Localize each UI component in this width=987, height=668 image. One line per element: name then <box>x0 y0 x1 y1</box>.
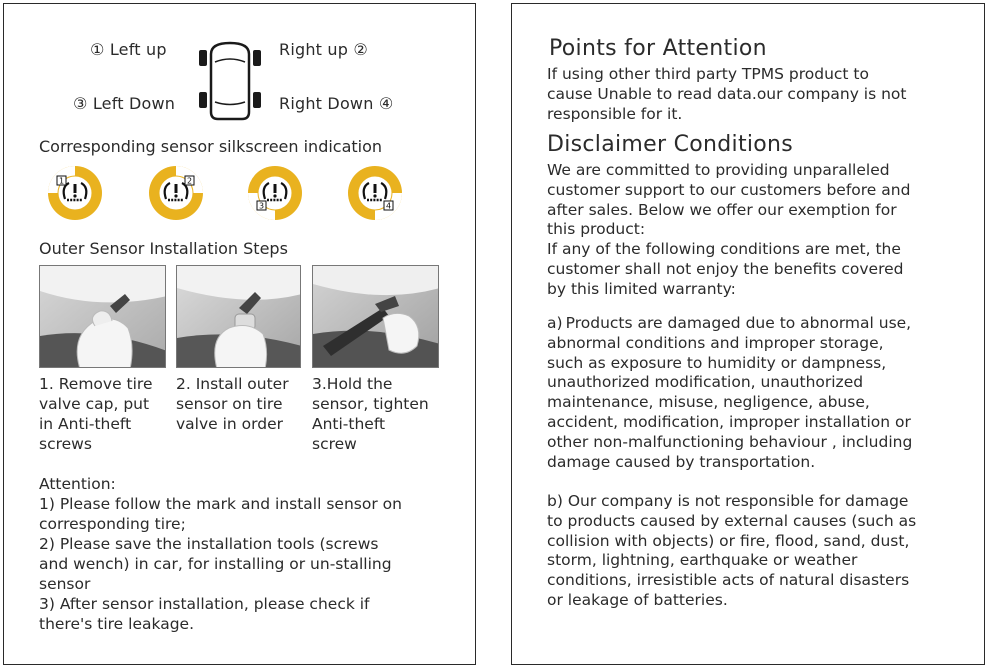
step-caption-line: valve cap, put <box>39 395 150 413</box>
step-caption-line: 2. Install outer <box>176 375 289 393</box>
clause-a-line: accident, modification, improper installation or <box>547 412 911 431</box>
disclaimer-clause-a <box>547 314 977 472</box>
clause-a-line: maintenance, misuse, negligence, abuse, <box>547 393 870 412</box>
points-line: responsible for it. <box>547 104 683 123</box>
attention-line: 2) Please save the installation tools (screws <box>39 535 379 553</box>
disclaimer-line: We are committed to providing unparalleled <box>547 161 890 179</box>
car-top-view-icon <box>197 40 263 122</box>
step-3-caption <box>312 374 442 454</box>
disclaimer-line: by this limited warranty: <box>547 279 736 298</box>
step-caption-line: 1. Remove tire <box>39 375 153 393</box>
clause-b-line: storm, lightning, earthquake or weather <box>547 551 858 570</box>
attention-block <box>39 474 469 634</box>
clause-b-line: collision with objects) or fire, flood, sand, dust, <box>547 531 910 550</box>
step-caption-line: 3.Hold the <box>312 375 393 393</box>
disclaimer-line: this product: <box>547 220 646 239</box>
attention-line: 1) Please follow the mark and install sensor on <box>39 495 402 513</box>
step-caption-line: sensor, tighten <box>312 395 429 413</box>
attention-line: sensor <box>39 575 91 593</box>
clause-a-line: such as exposure to humidity or dampness, <box>547 353 887 372</box>
points-line: If using other third party TPMS product to <box>547 65 869 83</box>
step-caption-line: sensor on tire <box>176 395 283 413</box>
right-panel <box>511 3 985 665</box>
left-panel <box>3 3 476 665</box>
points-heading: Points for Attention <box>549 36 767 61</box>
step-caption-line: in Anti-theft <box>39 415 132 433</box>
disclaimer-intro <box>547 161 977 300</box>
clause-b-line: to products caused by external causes (such as <box>547 511 917 530</box>
sensor-number: 2 <box>186 176 193 186</box>
position-right-down: Right Down ④ <box>279 94 394 113</box>
points-body <box>547 65 977 124</box>
attention-line: there's tire leakage. <box>39 615 194 633</box>
silkscreen-title: Corresponding sensor silkscreen indication <box>39 137 383 156</box>
disclaimer-line: after sales. Below we offer our exemption for <box>547 200 897 219</box>
clause-a-line: other non-malfunctioning behaviour , including <box>547 432 913 451</box>
clause-a-line: unauthorized modification, unauthorized <box>547 373 864 392</box>
disclaimer-line: customer shall not enjoy the benefits covered <box>547 259 904 278</box>
attention-line: and wench) in car, for installing or un-stalling <box>39 555 392 573</box>
step-caption-line: Anti-theft <box>312 415 386 433</box>
clause-b-line: or leakage of batteries. <box>547 590 728 609</box>
disclaimer-line: customer support to our customers before and <box>547 180 911 199</box>
disclaimer-clause-b <box>547 492 977 611</box>
clause-a-line: abnormal conditions and improper storage, <box>547 333 884 352</box>
clause-b-line: b) Our company is not responsible for damage <box>547 492 909 510</box>
sensor-number: 4 <box>385 201 392 211</box>
steps-title: Outer Sensor Installation Steps <box>39 239 288 258</box>
position-left-down: ③ Left Down <box>73 94 176 113</box>
disclaimer-heading: Disclaimer Conditions <box>547 132 794 157</box>
step-caption-line: screw <box>312 435 357 453</box>
step-caption-line: screws <box>39 435 92 453</box>
disclaimer-line: If any of the following conditions are met, the <box>547 240 901 259</box>
step-2-photo <box>176 265 301 368</box>
sensor-badge-2 <box>148 165 204 221</box>
position-right-up: Right up ② <box>279 40 368 59</box>
clause-b-line: conditions, irresistible acts of natural disasters <box>547 571 910 590</box>
points-line: cause Unable to read data.our company is not <box>547 84 907 103</box>
sensor-badge-4 <box>347 165 403 221</box>
step-1-caption <box>39 374 169 454</box>
attention-title: Attention: <box>39 475 116 493</box>
attention-line: 3) After sensor installation, please check if <box>39 595 370 613</box>
step-1-photo <box>39 265 166 368</box>
sensor-badge-1 <box>47 165 103 221</box>
sensor-number: 1 <box>58 176 65 186</box>
position-left-up: ① Left up <box>90 40 167 59</box>
attention-line: corresponding tire; <box>39 515 186 533</box>
clause-a-line: a) Products are damaged due to abnormal use, <box>547 314 912 332</box>
sensor-badge-3 <box>247 165 303 221</box>
step-3-photo <box>312 265 439 368</box>
step-caption-line: valve in order <box>176 415 284 433</box>
clause-a-line: damage caused by transportation. <box>547 452 816 471</box>
sensor-number: 3 <box>258 201 265 211</box>
step-2-caption <box>176 374 306 434</box>
